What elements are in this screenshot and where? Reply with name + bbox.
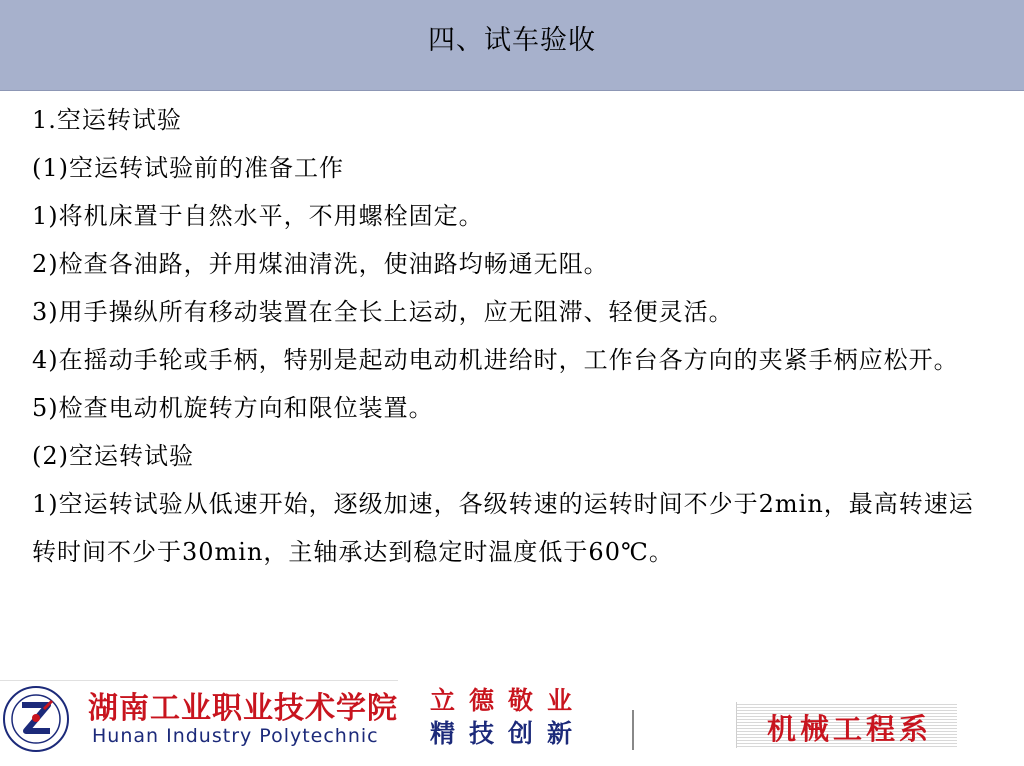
list-item: 5)检查电动机旋转方向和限位装置。 <box>32 394 434 422</box>
list-item: 1)空运转试验从低速开始，逐级加速，各级转速的运转时间不少于2min，最高转速运转时间不少于30min，主轴承达到稳定时温度低于60℃。 <box>32 490 974 566</box>
motto-row-1: 立德敬业 <box>430 686 587 715</box>
list-item: 3)用手操纵所有移动装置在全长上运动，应无阻滞、轻便灵活。 <box>32 298 734 326</box>
slide-title: 四、试车验收 <box>428 25 596 56</box>
motto-row-2: 精技创新 <box>430 719 587 748</box>
list-item: 1)将机床置于自然水平，不用螺栓固定。 <box>32 202 484 230</box>
school-name-en: Hunan Industry Polytechnic <box>92 725 379 747</box>
footer-divider <box>632 710 634 750</box>
school-emblem-icon <box>2 685 70 753</box>
school-motto <box>430 684 610 750</box>
footer <box>0 680 1024 766</box>
school-name-cn: 湖南工业职业技术学院 <box>88 691 398 726</box>
department-name: 机械工程系 <box>767 712 933 746</box>
school-logo-banner <box>0 680 398 753</box>
subsection-heading: (1)空运转试验前的准备工作 <box>32 154 344 182</box>
section-heading: 1.空运转试验 <box>32 106 182 134</box>
header-bar <box>0 0 1024 91</box>
list-item: 2)检查各油路，并用煤油清洗，使油路均畅通无阻。 <box>32 250 609 278</box>
content-body <box>32 96 992 576</box>
subsection-heading: (2)空运转试验 <box>32 442 194 470</box>
list-item: 4)在摇动手轮或手柄，特别是起动电动机进给时，工作台各方向的夹紧手柄应松开。 <box>32 346 959 374</box>
department-badge <box>736 702 957 748</box>
